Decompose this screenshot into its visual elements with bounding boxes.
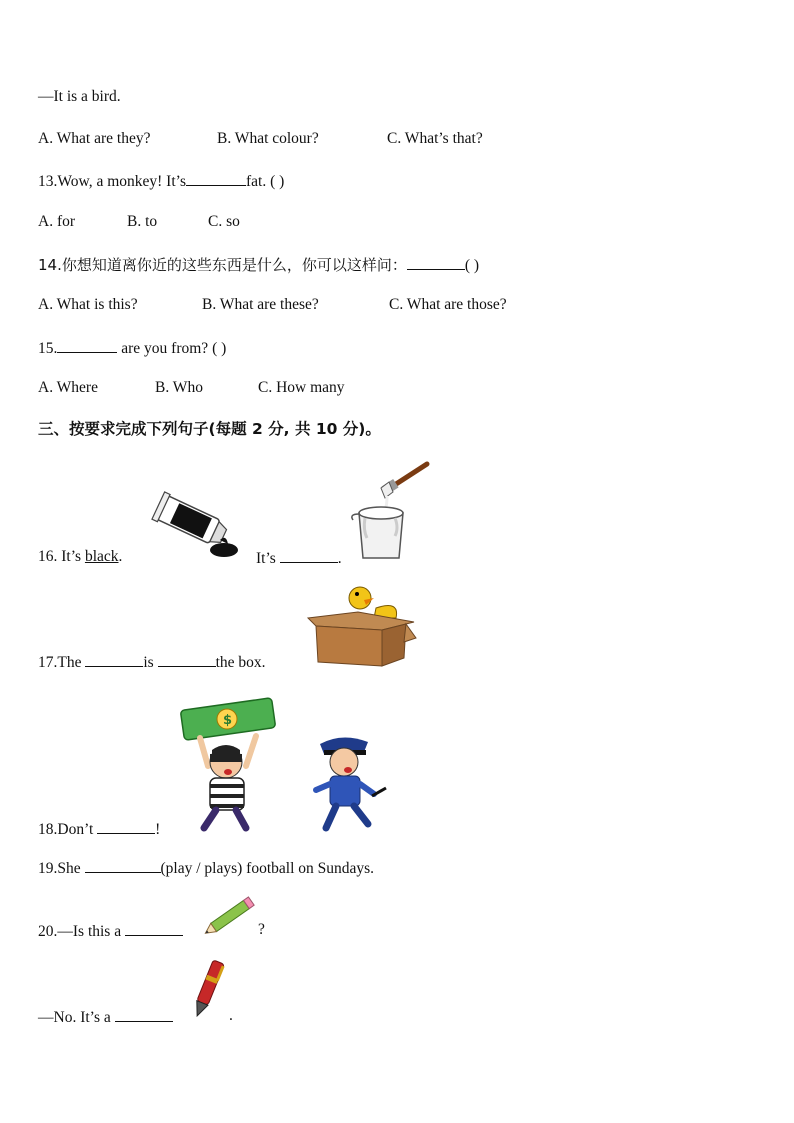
q13-text-post: fat. (245, 173, 267, 190)
q16-underlined-word: black (84, 548, 119, 565)
black-paint-tube-icon (150, 490, 250, 560)
pen-icon (188, 956, 228, 1022)
policeman-running-icon (312, 732, 397, 834)
q16-question (38, 547, 122, 567)
q17-text-mid: is (143, 654, 154, 671)
q13-option-a: A. for (38, 213, 76, 230)
q16-dot: . (118, 548, 123, 565)
q14-question (38, 254, 479, 276)
q15-option-b: B. Who (155, 379, 203, 396)
q18-blank[interactable] (97, 818, 155, 834)
q17-question (38, 651, 266, 673)
q16-second-pre: It’s (256, 550, 276, 567)
q19-text-post: (play / plays) football on Sundays. (160, 860, 375, 877)
q20-answer-pre: —No. It’s a (38, 1009, 111, 1026)
q14-option-c: C. What are those? (389, 296, 507, 313)
q15-bracket: ( ) (212, 340, 227, 357)
q13-bracket: ( ) (270, 173, 285, 190)
q18-question (38, 818, 160, 840)
q15-option-c: C. How many (258, 379, 345, 396)
q19-text-pre: 19.She (38, 860, 81, 877)
q14-bracket: ( ) (464, 257, 480, 274)
thief-with-money-icon (180, 696, 280, 836)
q12-answer: —It is a bird. (38, 88, 121, 105)
q15-text-post: are you from? (121, 340, 209, 357)
q20-question (38, 920, 183, 942)
q13-option-c: C. so (208, 213, 240, 230)
q19-question (38, 857, 374, 879)
q19-blank[interactable] (85, 857, 161, 873)
q17-blank-2[interactable] (158, 651, 216, 667)
q20-text-pre: 20.—Is this a (38, 923, 122, 940)
q13-option-b: B. to (127, 213, 158, 230)
q16-text-pre: 16. It’s (38, 548, 82, 565)
svg-text:$: $ (223, 713, 233, 728)
q18-text-post: ! (155, 821, 161, 838)
q15-option-a: A. Where (38, 379, 98, 396)
q14-blank[interactable] (407, 254, 465, 270)
q16-second-post: . (337, 550, 342, 567)
q13-blank[interactable] (186, 170, 246, 186)
q20-question-mark: ? (258, 921, 265, 938)
q15-text-pre: 15. (38, 340, 58, 357)
section-3-title: 三、按要求完成下列句子(每题 2 分, 共 10 分)。 (38, 420, 381, 438)
q12-option-a: A. What are they? (38, 130, 151, 147)
duck-in-box-icon (302, 578, 417, 668)
q20-answer (38, 1006, 173, 1028)
q12-option-b: B. What colour? (217, 130, 319, 147)
q14-text-pre: 14.你想知道离你近的这些东西是什么，你可以这样问： (38, 256, 407, 274)
q16-second-sentence (256, 547, 342, 569)
pencil-icon (198, 893, 262, 939)
white-paint-bucket-icon (345, 458, 435, 563)
q17-text-pre: 17.The (38, 654, 82, 671)
q15-question (38, 337, 226, 359)
q13-question (38, 170, 284, 192)
q14-option-b: B. What are these? (202, 296, 319, 313)
q17-blank-1[interactable] (85, 651, 143, 667)
q20-answer-dot: . (229, 1007, 233, 1024)
q18-text-pre: 18.Don’t (38, 821, 94, 838)
q14-option-a: A. What is this? (38, 296, 138, 313)
q16-blank[interactable] (280, 547, 338, 563)
q20-blank-2[interactable] (115, 1006, 173, 1022)
q13-text-pre: 13.Wow, a monkey! It’s (38, 173, 186, 190)
q20-blank-1[interactable] (125, 920, 183, 936)
q15-blank[interactable] (57, 337, 117, 353)
q17-text-post: the box. (215, 654, 266, 671)
q12-option-c: C. What’s that? (387, 130, 483, 147)
